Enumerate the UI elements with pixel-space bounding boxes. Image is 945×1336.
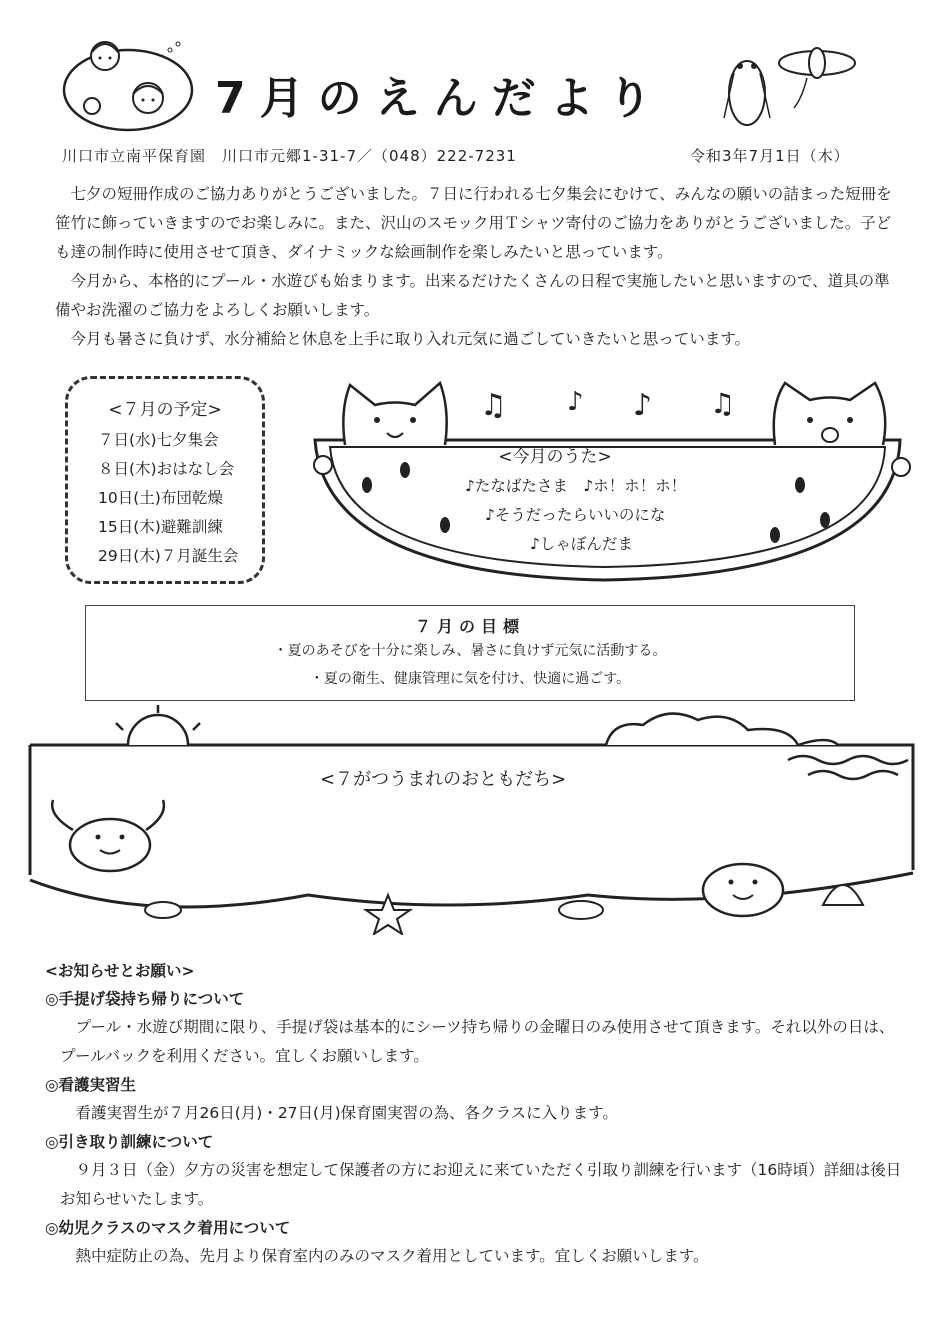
notice-body: 熱中症防止の為、先月より保育室内のみのマスク着用としています。宜しくお願いします。: [75, 1247, 709, 1265]
notice-body: 看護実習生が７月26日(月)・27日(月)保育園実習の為、各クラスに入ります。: [75, 1104, 618, 1122]
schedule-item: ７日(水)七夕集会: [98, 431, 219, 449]
song-line: ♪しゃぼんだま: [530, 535, 633, 553]
song-line: ♪そうだったらいいのにな: [485, 506, 666, 524]
cicada-illustration: [712, 38, 862, 133]
goals-box: [85, 605, 855, 701]
song-line: ♪たなばたさま ♪ホ！ホ！ホ！: [465, 477, 687, 495]
goal-item: ・夏の衛生、健康管理に気を付け、快適に過ごす。: [309, 671, 631, 687]
notice-title: ◎幼児クラスのマスク着用について: [45, 1219, 291, 1237]
notice-body: プール・水遊び期間に限り、手提げ袋は基本的にシーツ持ち帰りの金曜日のみ使用させて頂きます。それ以外の日は、プールバックを利用ください。宜しくお願いします。: [60, 1018, 895, 1065]
issue-date: 令和3年7月1日（木）: [690, 147, 850, 165]
notice-title: ◎看護実習生: [45, 1076, 137, 1094]
svg-text:♪: ♪: [567, 387, 584, 417]
notice-title: ◎手提げ袋持ち帰りについて: [45, 990, 245, 1008]
goal-item: ・夏のあそびを十分に楽しみ、暑さに負けず元気に活動する。: [273, 643, 667, 659]
intro-paragraph: 七夕の短冊作成のご協力ありがとうございました。７日に行われる七夕集会にむけて、みんなの願いの詰まった短冊を笹竹に飾っていきますのでお楽しみに。また、沢山のスモック用Ｔシャツ寄付のご協力をありがとうございました。子ども達の制作時に使用させて頂き、ダイナミックな絵画制作を楽しみたいと思っています。: [55, 185, 892, 261]
beach-frame-illustration: [28, 705, 918, 935]
school-info: 川口市立南平保育園 川口市元郷1-31-7／（048）222-7231: [62, 147, 517, 165]
schedule-item: 29日(木)７月誕生会: [98, 547, 239, 565]
birthdays-heading: <７がつうまれのおともだち>: [320, 769, 567, 790]
notice-body: ９月３日（金）夕方の災害を想定して保護者の方にお迎えに来ていただく引取り訓練を行います（16時頃）詳細は後日お知らせいたします。: [60, 1161, 902, 1208]
schedule-item: ８日(木)おはなし会: [98, 460, 235, 478]
intro-paragraph: 今月も暑さに負けず、水分補給と休息を上手に取り入れ元気に過ごしていきたいと思っています。: [70, 330, 751, 348]
notices-heading: <お知らせとお願い>: [45, 962, 195, 980]
svg-text:♫: ♫: [710, 387, 736, 420]
svg-text:♫: ♫: [480, 388, 507, 423]
svg-text:♪: ♪: [633, 388, 653, 423]
schedule-item: 10日(土)布団乾燥: [98, 489, 223, 507]
schedule-item: 15日(木)避難訓練: [98, 518, 223, 536]
schedule-box: [65, 376, 265, 584]
songs-heading: <今月のうた>: [498, 447, 612, 467]
notice-title: ◎引き取り訓練について: [45, 1133, 214, 1151]
page-title: 7月のえんだより: [215, 73, 666, 124]
notices-section: [45, 957, 905, 1271]
goals-heading: ７月の目標: [414, 617, 525, 636]
schedule-heading: <７月の予定>: [108, 400, 222, 420]
intro-paragraph: 今月から、本格的にプール・水遊びも始まります。出来るだけたくさんの日程で実施したいと思いますので、道具の準備やお洗濯のご協力をよろしくお願いします。: [55, 272, 890, 319]
intro-text: [55, 180, 895, 354]
kids-swimming-illustration: [60, 28, 195, 138]
